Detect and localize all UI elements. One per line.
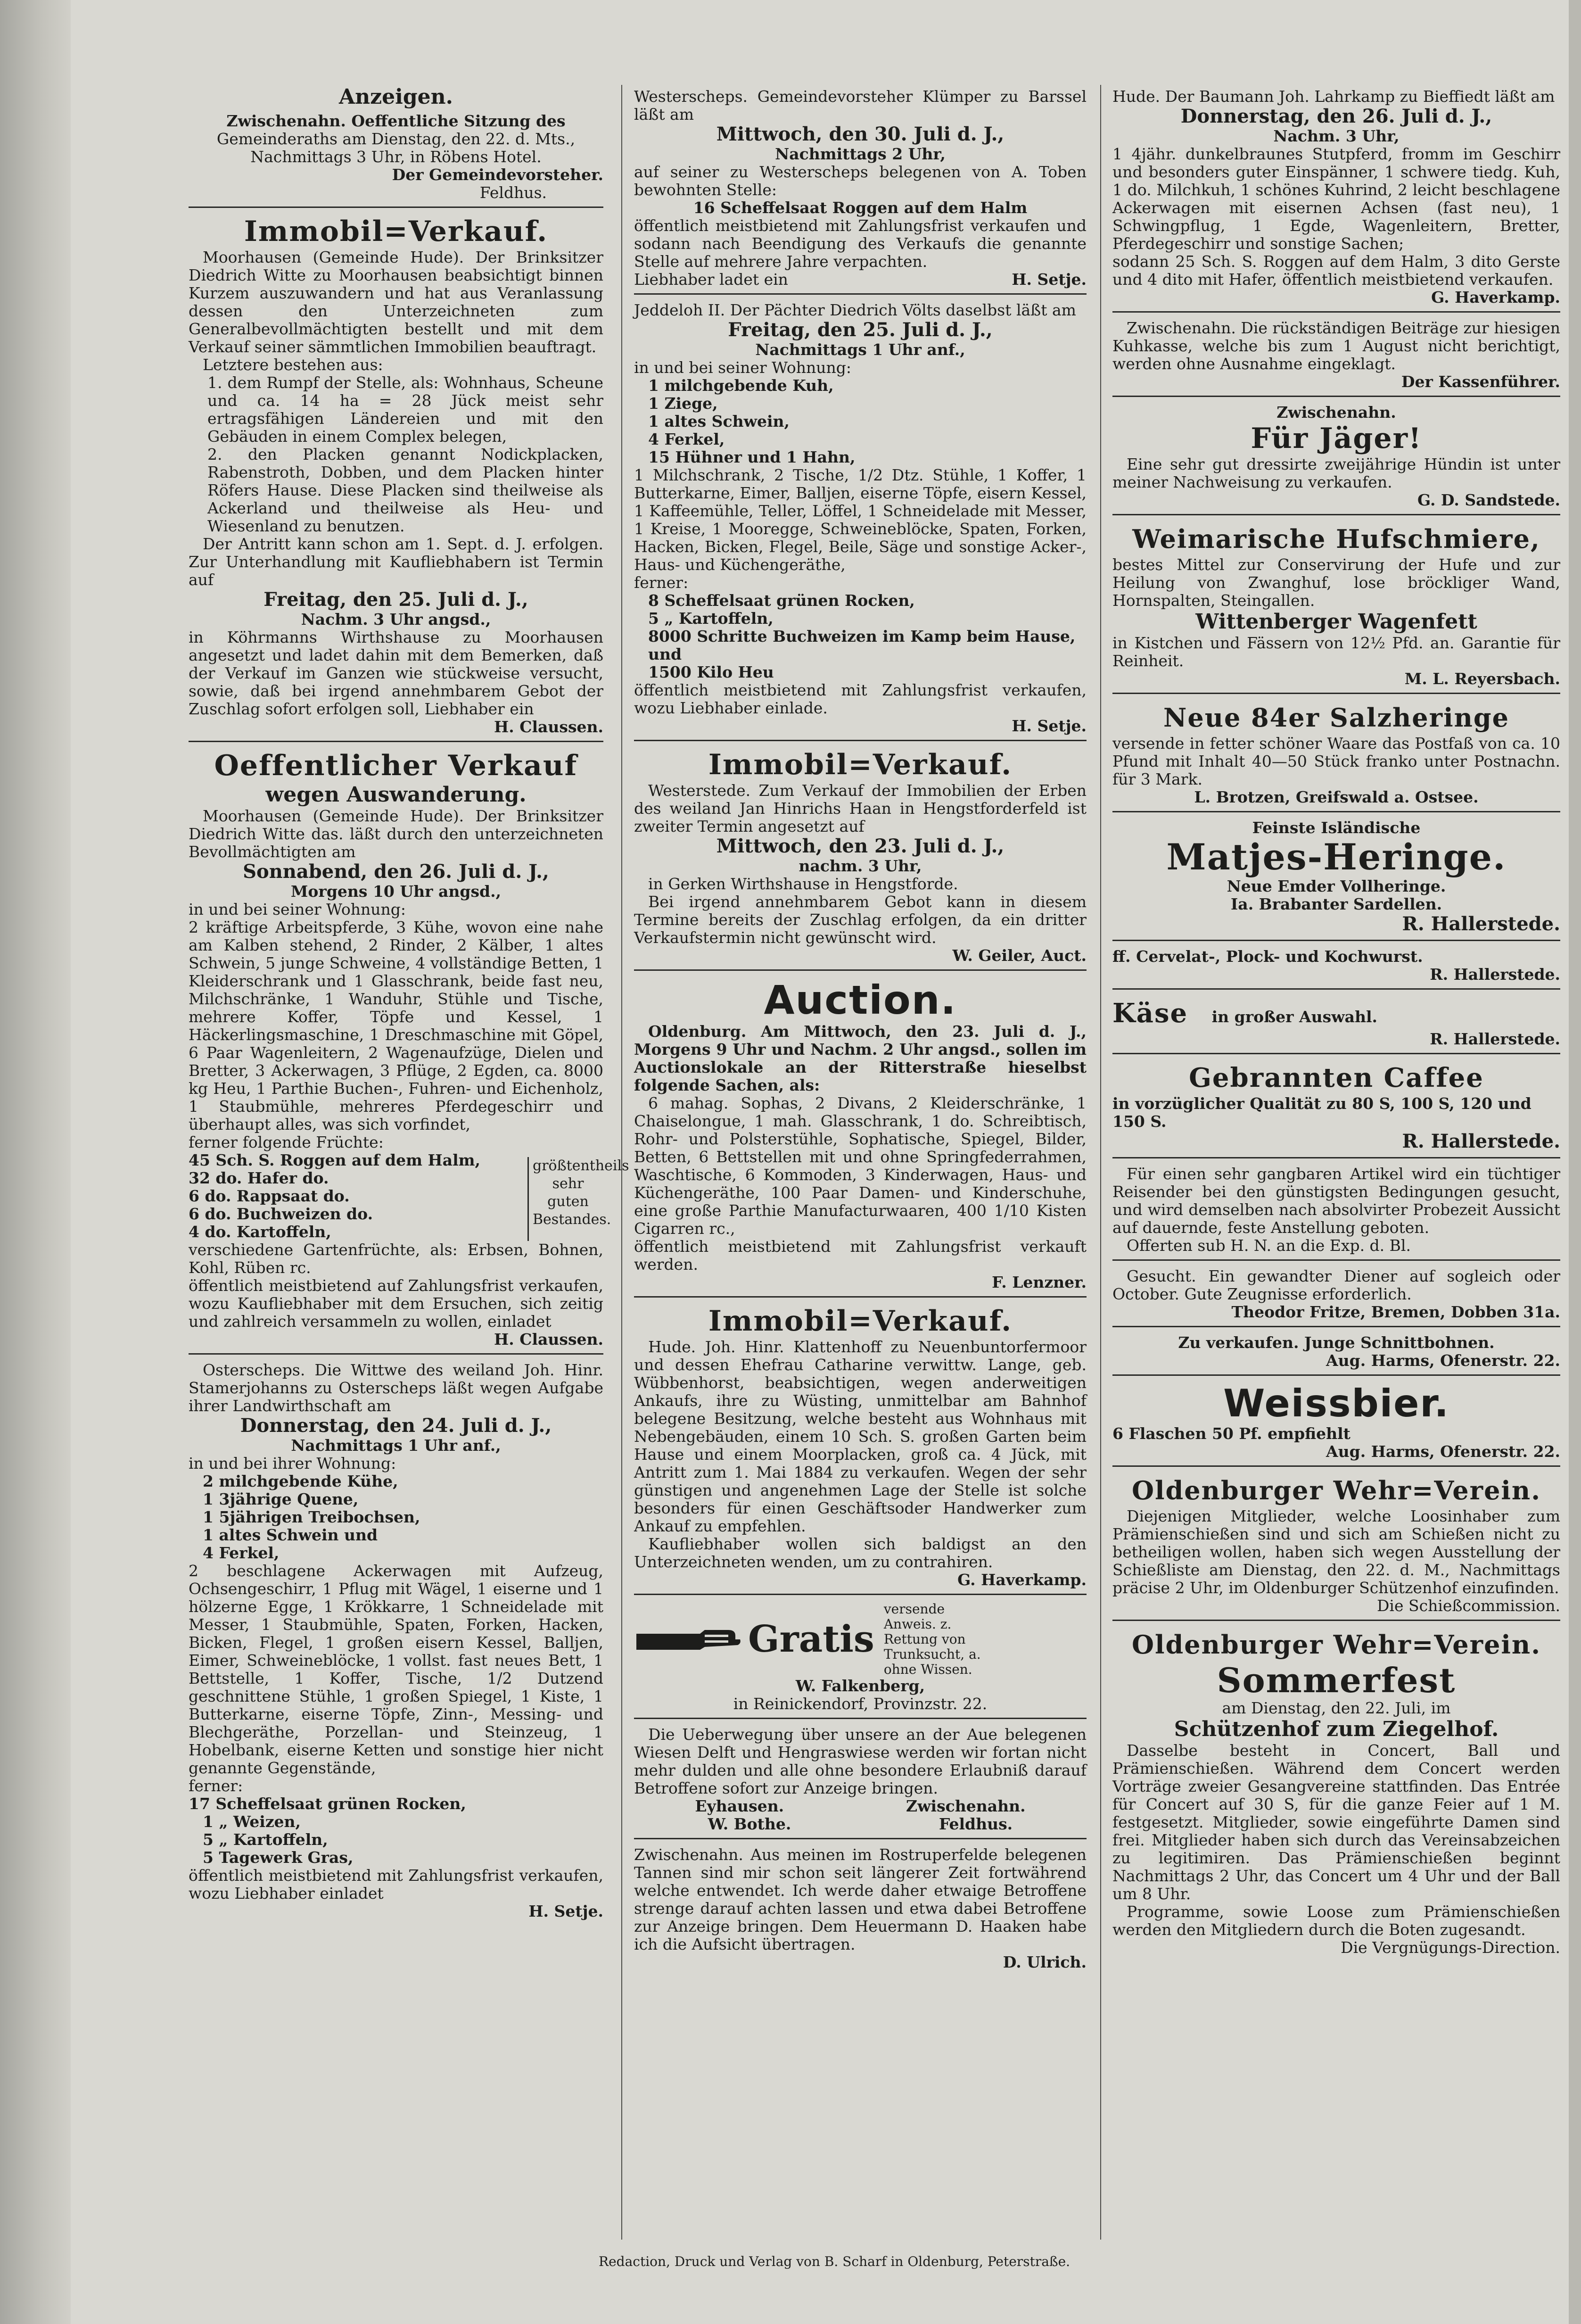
ad-text: öffentlich meistbietend auf Zahlungsfrist verkaufen, wozu Kaufliebhaber mit dem Ersuchen, sich zeitig und zahlreich versammeln zu wollen, einladet bbox=[189, 1276, 603, 1331]
pointing-hand-icon bbox=[634, 1625, 742, 1654]
ad-date: Sonnabend, den 26. Juli d. J., bbox=[243, 860, 549, 883]
ad-text: Neue Emder Vollheringe. bbox=[1227, 877, 1446, 895]
section-title-anzeigen: Anzeigen. bbox=[339, 85, 453, 109]
ad-signature: Der Kassenführer. bbox=[1401, 372, 1560, 391]
ad-list-item: 1 altes Schwein und bbox=[203, 1526, 378, 1544]
ad-list-item: 32 do. Hafer do. bbox=[189, 1169, 329, 1187]
ad-text: ferner: bbox=[634, 573, 689, 592]
ad-list-item: 16 Scheffelsaat Roggen auf dem Halm bbox=[693, 198, 1028, 217]
ad-caffee bbox=[1112, 1058, 1560, 1158]
ad-text: in Kistchen und Fässern von 12½ Pfd. an. Garantie für Reinheit. bbox=[1112, 634, 1560, 670]
ad-title: Oeffentlicher Verkauf bbox=[214, 749, 578, 782]
ad-text: in und bei seiner Wohnung: bbox=[189, 900, 406, 918]
ad-diener-gesucht bbox=[1112, 1265, 1560, 1327]
ad-salzheringe bbox=[1112, 698, 1560, 812]
ad-kuhkasse bbox=[1112, 316, 1560, 397]
ad-kaese bbox=[1112, 993, 1560, 1054]
ad-title: Immobil=Verkauf. bbox=[708, 1305, 1013, 1338]
ad-text: Der Antritt kann schon am 1. Sept. d. J. erfolgen. Zur Unterhandlung mit Kaufliebhabern ist Termin auf bbox=[189, 535, 603, 589]
ad-title: Oldenburger Wehr=Verein. bbox=[1132, 1475, 1541, 1505]
ad-signature: W. Geiler, Auct. bbox=[952, 946, 1087, 965]
ad-text: Hude. Joh. Hinr. Klattenhoff zu Neuenbuntorfermoor und dessen Ehefrau Catharine verwittw. Lange, geb. Wübbenhorst, beabsichtigen, wegen anderweitigen Ankaufs, ihre zu Wüsting, unmittelbar am Bahnhof belegene Besitzung, welche besteht aus Wohnhaus mit Nebengebäuden, einem 10 Sch. S. großen Garten beim Hause und einem Moorplacken, groß ca. 4 Jück, mit Antritt zum 1. Mai 1884 zu verkaufen. Wegen der sehr günstigen und angenehmen Lage der Stelle ist solche besonders für einen Geschäftsoder Handwerker zum Ankauf zu empfehlen. bbox=[634, 1338, 1087, 1535]
bracket-note: größtentheils sehr guten Bestandes. bbox=[527, 1157, 603, 1241]
gratis-row bbox=[634, 1602, 1087, 1677]
ad-list-item: 1. dem Rumpf der Stelle, als: Wohnhaus, Scheune und ca. 14 ha = 28 Jück meist sehr ertragsfähigen Ländereien und mit den Gebäuden in einem Complex belegen, bbox=[207, 373, 603, 446]
ad-title: Weissbier. bbox=[1223, 1381, 1449, 1425]
ad-list-item: 1500 Kilo Heu bbox=[648, 663, 774, 681]
ad-text: Eine sehr gut dressirte zweijährige Hündin ist unter meiner Nachweisung zu verkaufen. bbox=[1112, 455, 1560, 491]
ad-signature: H. Setje. bbox=[528, 1902, 603, 1920]
ad-wehr-verein-sommerfest bbox=[1112, 1625, 1560, 1961]
ad-subtitle: wegen Auswanderung. bbox=[265, 783, 527, 807]
ad-text: in vorzüglicher Qualität zu 80 S, 100 S, 120 und 150 S. bbox=[1112, 1094, 1532, 1131]
ad-fuer-jaeger bbox=[1112, 401, 1560, 515]
ad-list-item: 6 do. Buchweizen do. bbox=[189, 1205, 373, 1223]
ad-text: Bei irgend annehmbarem Gebot kann in diesem Termine bereits der Zuschlag erfolgen, da ein dritter Verkaufstermin nicht gewünscht wird. bbox=[634, 893, 1087, 947]
ad-time: Nachm. 3 Uhr, bbox=[1273, 127, 1400, 145]
ad-text: 6 mahag. Sophas, 2 Divans, 2 Kleiderschränke, 1 Chaiselongue, 1 mah. Glasschrank, 1 do. Schreibtisch, Rohr- und Polsterstühle, Sophatische, Spiegel, Bilder, Betten, 6 Bettstellen mit und ohne Springfederrahmen, Waschtische, 6 Kommoden, 3 Kinderwagen, Haus- und Küchengeräthe, 100 Paar Damen- und Kinderschuhe, eine große Parthie Manufacturwaaren, 400 1/10 Kisten Cigarren rc., bbox=[634, 1094, 1087, 1238]
ad-text: Nachmittags 3 Uhr, in Röbens Hotel. bbox=[250, 148, 542, 166]
ad-title: Neue 84er Salzheringe bbox=[1163, 703, 1509, 733]
ad-text: in großer Auswahl. bbox=[1211, 1008, 1378, 1026]
ad-text: öffentlich meistbietend mit Zahlungsfrist verkaufen, wozu Liebhaber einlade. bbox=[634, 681, 1087, 717]
ad-text: 1 Milchschrank, 2 Tische, 1/2 Dtz. Stühle, 1 Koffer, 1 Butterkarne, Eimer, Balljen, eiserne Töpfe, eisern Kessel, 1 Kaffeemühle, Teller, Löffel, 1 Schneidelade mit Messer, 1 Kreise, 1 Mooregge, Schweineblöcke, Spaten, Forken, Hacken, Bicken, Flegel, Beile, Säge und sonstige Acker-, Haus- und Küchengeräthe, bbox=[634, 466, 1087, 574]
ad-signature: G. D. Sandstede. bbox=[1417, 491, 1560, 509]
ad-jeddeloh bbox=[634, 298, 1087, 741]
ad-text: Gesucht. Ein gewandter Diener auf sogleich oder October. Gute Zeugnisse erforderlich. bbox=[1112, 1267, 1560, 1303]
ad-text: versende in fetter schöner Waare das Postfaß von ca. 10 Pfund mit Inhalt 40—50 Stück franko unter Postnachn. für 3 Mark. bbox=[1112, 734, 1560, 788]
ad-text: Ia. Brabanter Sardellen. bbox=[1230, 895, 1442, 913]
ad-text: auf seiner zu Westerscheps belegenen von A. Toben bewohnten Stelle: bbox=[634, 163, 1087, 199]
ad-text: 1 4jähr. dunkelbraunes Stutpferd, fromm im Geschirr und besonders guter Einspänner, 1 schwere tiedg. Kuh, 1 do. Milchkuh, 1 schönes Kuhrind, 2 leicht beschlagene Ackerwagen mit eisernen Achsen (fast neu), 1 Schwingpflug, 1 Egde, Wagenleitern, Bretter, Pferdegeschirr und sonstige Sachen; bbox=[1112, 145, 1560, 253]
ad-text: öffentlich meistbietend mit Zahlungsfrist verkauft werden. bbox=[634, 1237, 1087, 1274]
ad-text: in Köhrmanns Wirthshause zu Moorhausen angesetzt und ladet dahin mit dem Bemerken, daß der Verkauf im Ganzen wie stückweise versucht, sowie, daß bei irgend annehmbarem Gebot der Zuschlag sofort erfolgen soll, Liebhaber ein bbox=[189, 628, 603, 718]
ad-signature: Theodor Fritze, Bremen, Dobben 31a. bbox=[1231, 1303, 1560, 1321]
ad-immobil-verkauf-witte bbox=[189, 212, 603, 742]
ad-list-item: 4 Ferkel, bbox=[203, 1544, 280, 1562]
ad-signature: Eyhausen. bbox=[695, 1797, 784, 1815]
ad-title: Gratis bbox=[748, 1618, 874, 1661]
column-rule-2 bbox=[1100, 85, 1101, 2240]
ad-title: Käse bbox=[1112, 998, 1188, 1029]
ad-text: Gemeinderaths am Dienstag, den 22. d. Mts., bbox=[216, 130, 576, 148]
ad-oeffentlicher-verkauf bbox=[189, 746, 629, 1355]
ad-list-item: 15 Hühner und 1 Hahn, bbox=[648, 448, 856, 466]
ad-text: Moorhausen (Gemeinde Hude). Der Brinksitzer Diedrich Witte zu Moorhausen beabsichtigt binnen Kurzem auszuwandern und hat aus Veranlassung dessen den Unterzeichneten zum Generalbevollmächtigten bestellt und mit dem Verkauf seiner sämmtlichen Immobilien beauftragt. bbox=[189, 248, 603, 356]
ad-text: ff. Cervelat-, Plock- und Kochwurst. bbox=[1112, 947, 1423, 966]
ad-text: ferner folgende Früchte: bbox=[189, 1133, 384, 1151]
ad-text: Dasselbe besteht in Concert, Ball und Prämienschießen. Während dem Concert werden Vorträge zweier Gesangvereine stattfinden. Das Entrée für Concert auf 30 S, für die ganze Feier auf 1 M. festgesetzt. Mitglieder, sowie eingeführte Damen sind frei. Mitglieder haben sich durch das Vereinsabzeichen zu legitimiren. Das Prämienschießen beginnt Nachmittags 2 Uhr, das Concert um 4 Uhr und der Ball um 8 Uhr. bbox=[1112, 1741, 1560, 1903]
ad-text: bestes Mittel zur Conservirung der Hufe und zur Heilung von Zwanghuf, lose bröckliger Wand, Hornspalten, Steingallen. bbox=[1112, 555, 1560, 610]
ad-wurst bbox=[1112, 945, 1560, 990]
ad-text: in Gerken Wirthshause in Hengstforde. bbox=[648, 875, 958, 893]
ad-name: W. Falkenberg, bbox=[795, 1677, 925, 1695]
ad-signature: F. Lenzner. bbox=[992, 1273, 1087, 1291]
ad-westerscheps bbox=[634, 85, 1087, 295]
ad-text: Zu verkaufen. Junge Schnittbohnen. bbox=[1178, 1333, 1495, 1352]
ad-signature: Zwischenahn. bbox=[906, 1797, 1026, 1815]
ad-text: Zwischenahn. Die rückständigen Beiträge zur hiesigen Kuhkasse, welche bis zum 1 August nicht berichtigt, werden ohne Ausnahme eingeklagt. bbox=[1112, 319, 1560, 373]
ad-text: Diejenigen Mitglieder, welche Loosinhaber zum Prämienschießen sind und sich am Schießen nicht zu betheiligen wollen, haben sich wegen Ausstellung der Schießliste am Dienstag, den 22. d. M., Nachmittags präcise 2 Uhr, im Oldenburger Schützenhof einzufinden. bbox=[1112, 1507, 1560, 1597]
ad-signature: Aug. Harms, Ofenerstr. 22. bbox=[1326, 1442, 1560, 1461]
ad-time: Nachm. 3 Uhr angsd., bbox=[301, 610, 491, 629]
ad-text: Osterscheps. Die Wittwe des weiland Joh. Hinr. Stamerjohanns zu Osterscheps läßt wegen Aufgabe ihrer Landwirthschaft am bbox=[189, 1361, 603, 1415]
ad-text: Westerstede. Zum Verkauf der Immobilien der Erben des weiland Jan Hinrichs Haan in Hengstforderfeld ist zweiter Termin angesetzt auf bbox=[634, 781, 1087, 835]
ad-date: Mittwoch, den 30. Juli d. J., bbox=[716, 123, 1005, 145]
ad-list-item: 5 „ Kartoffeln, bbox=[203, 1830, 328, 1849]
ad-signature: G. Haverkamp. bbox=[957, 1571, 1087, 1589]
ad-time: Nachmittags 2 Uhr, bbox=[775, 145, 946, 163]
ad-date: Donnerstag, den 26. Juli d. J., bbox=[1180, 105, 1492, 127]
ad-title: Immobil=Verkauf. bbox=[708, 748, 1013, 781]
ad-text: Offerten sub H. N. an die Exp. d. Bl. bbox=[1127, 1236, 1411, 1255]
ad-text: Moorhausen (Gemeinde Hude). Der Brinksitzer Diedrich Witte das. läßt durch den unterzeichneten Bevollmächtigten am bbox=[189, 807, 603, 861]
ad-subtitle: Wittenberger Wagenfett bbox=[1195, 610, 1477, 634]
ad-signature: H. Setje. bbox=[1012, 270, 1087, 289]
ad-text: Westerscheps. Gemeindevorsteher Klümper zu Barssel läßt am bbox=[634, 87, 1087, 124]
ad-gemeinderat-sitzung bbox=[189, 109, 603, 208]
ad-matjes-heringe bbox=[1112, 816, 1560, 941]
ad-signature-row bbox=[634, 1797, 1087, 1815]
ad-reisender-gesucht bbox=[1112, 1162, 1560, 1261]
ad-text: Oldenburg. Am Mittwoch, den 23. Juli d. J., Morgens 9 Uhr und Nachm. 2 Uhr angsd., sollen im Auctionslokale an der Ritterstraße hieselbst folgende Sachen, als: bbox=[634, 1022, 1087, 1094]
ad-signature: Die Schießcommission. bbox=[1376, 1596, 1560, 1615]
ad-list-item: 45 Sch. S. Roggen auf dem Halm, bbox=[189, 1151, 481, 1169]
ad-text: 2 kräftige Arbeitspferde, 3 Kühe, wovon eine nahe am Kalben stehend, 2 Rinder, 2 Kälber, 1 altes Schwein, 5 junge Schweine, 4 vollständige Betten, 1 Kleiderschrank und 1 Glasschrank, beide fast neu, Milchschränke, 1 Wanduhr, Stühle und Tische, mehrere Koffer, Töpfe und Kessel, 1 Häckerlingsmaschine, 1 Dreschmaschine mit Göpel, 6 Paar Wagenleitern, 2 Wagenaufzüge, Dielen und Bretter, 3 Ackerwagen, 3 Pflüge, 2 Egden, ca. 8000 kg Heu, 1 Parthie Buchen-, Fuhren- und Eichenholz, 1 Staubmühle, mehreres Pferdegeschirr und überhaupt alles, was sich vorfindet, bbox=[189, 918, 603, 1133]
ad-auction bbox=[634, 975, 1087, 1298]
ad-text: am Dienstag, den 22. Juli, im bbox=[1222, 1699, 1451, 1717]
ad-text: Zwischenahn. bbox=[1276, 403, 1396, 422]
ad-signature-row bbox=[634, 1815, 1087, 1833]
ad-title: Immobil=Verkauf. bbox=[244, 215, 548, 248]
ad-signature: R. Hallerstede. bbox=[1430, 965, 1560, 984]
ad-osterscheps bbox=[189, 1358, 603, 1925]
ad-hufschmiere bbox=[1112, 519, 1560, 694]
ad-text: Liebhaber ladet ein bbox=[634, 270, 788, 289]
ad-text: ferner: bbox=[189, 1777, 243, 1795]
ad-title: Auction. bbox=[764, 977, 957, 1023]
column-3 bbox=[1112, 85, 1560, 1965]
ad-text-line bbox=[634, 271, 1087, 289]
ad-list-item: 1 3jährige Quene, bbox=[203, 1490, 359, 1508]
ad-text: Zwischenahn. Aus meinen im Rostruperfelde belegenen Tannen sind mir schon seit längerer Zeit fortwährend welche entwendet. Ich werde daher etwaige Betroffene strenge darauf achten lassen und etwa dabei Betroffene zur Anzeige bringen. Dem Heuermann D. Haaken habe ich die Aufsicht übertragen. bbox=[634, 1845, 1087, 1953]
ad-list-item: 4 Ferkel, bbox=[648, 430, 725, 448]
ad-text: öffentlich meistbietend mit Zahlungsfrist verkaufen und sodann nach Beendigung des Verkaufs die genannte Stelle auf mehrere Jahre verpachten. bbox=[634, 216, 1087, 271]
page-fold-shadow bbox=[0, 0, 71, 2324]
ad-text: sodann 25 Sch. S. Roggen auf dem Halm, 3 dito Gerste und 4 dito mit Hafer, öffentlich meistbietend verkaufen. bbox=[1112, 252, 1560, 289]
ad-text: Kaufliebhaber wollen sich baldigst an den Unterzeichneten wenden, um zu contrahiren. bbox=[634, 1535, 1087, 1571]
imprint-footer: Redaction, Druck und Verlag von B. Scharf in Oldenburg, Peterstraße. bbox=[599, 2254, 1070, 2269]
column-1 bbox=[189, 85, 629, 1929]
ad-weissbier bbox=[1112, 1380, 1560, 1467]
ad-text-line bbox=[1112, 996, 1560, 1030]
ad-immobil-verkauf-klattenhoff bbox=[634, 1301, 1087, 1595]
ad-list-item: 17 Scheffelsaat grünen Rocken, bbox=[189, 1795, 466, 1813]
ad-text: Hude. Der Baumann Joh. Lahrkamp zu Bieffiedt läßt am bbox=[1112, 87, 1555, 106]
ad-date: Freitag, den 25. Juli d. J., bbox=[264, 588, 528, 611]
ad-text: verschiedene Gartenfrüchte, als: Erbsen, Bohnen, Kohl, Rüben rc. bbox=[189, 1241, 603, 1277]
ad-signature: R. Hallerstede. bbox=[1402, 913, 1560, 935]
ad-hude-lahrkamp bbox=[1112, 85, 1560, 313]
ad-text: Letztere bestehen aus: bbox=[203, 356, 383, 374]
ad-gratis bbox=[634, 1599, 1087, 1719]
ad-list-item: 5 Tagewerk Gras, bbox=[203, 1848, 354, 1867]
ad-time: Nachmittags 1 Uhr anf., bbox=[755, 340, 965, 359]
ad-text: in und bei seiner Wohnung: bbox=[634, 358, 851, 377]
ad-list-item: 1 5jährigen Treibochsen, bbox=[203, 1508, 420, 1526]
ad-text: in und bei ihrer Wohnung: bbox=[189, 1454, 396, 1472]
ad-list-item: 1 Ziege, bbox=[648, 394, 718, 413]
ad-signature: H. Claussen. bbox=[494, 718, 603, 736]
ad-text: Zwischenahn. Oeffentliche Sitzung des bbox=[226, 112, 566, 130]
ad-tannen-diebstahl bbox=[634, 1843, 1087, 1976]
ad-wiesen-warnung bbox=[634, 1723, 1087, 1839]
ad-immobil-verkauf-haan bbox=[634, 745, 1087, 971]
ad-date: Mittwoch, den 23. Juli d. J., bbox=[716, 835, 1005, 857]
ad-title: Weimarische Hufschmiere, bbox=[1132, 524, 1540, 554]
ad-list-item: 8000 Schritte Buchweizen im Kamp beim Hause, und bbox=[648, 627, 1076, 663]
ad-time: Nachmittags 1 Uhr anf., bbox=[291, 1436, 501, 1455]
ad-signature: Der Gemeindevorsteher. bbox=[392, 165, 603, 184]
ad-time: Morgens 10 Uhr angsd., bbox=[290, 882, 502, 901]
ad-title: Gebrannten Caffee bbox=[1189, 1062, 1484, 1093]
ad-signature: W. Bothe. bbox=[708, 1815, 791, 1833]
ad-text: 2 beschlagene Ackerwagen mit Aufzeug, Ochsengeschirr, 1 Pflug mit Wägel, 1 eiserne und 1 hölzerne Egge, 1 Krökkarre, 1 Schneidelade mit Messer, 1 Staubmühle, Spaten, Forken, Hacken, Bicken, Flegel, 1 großen eisern Kessel, Balljen, Eimer, Schweineblöcke, 1 vollst. fast neues Bett, 1 Bettstelle, 1 Koffer, Tische, 1/2 Dutzend geschnittene Stühle, 1 großen Spiegel, 1 Kiste, 1 Butterkarne, eiserne Töpfe, Zinn-, Messing- und Blechgeräthe, Porzellan- und Steinzeug, 1 Hobelbank, eiserne Ketten und sonstige hier nicht genannte Gegenstände, bbox=[189, 1562, 603, 1777]
ad-list-item: 6 do. Rappsaat do. bbox=[189, 1187, 350, 1205]
ad-title: Matjes-Heringe. bbox=[1166, 836, 1507, 878]
ad-text: Jeddeloh II. Der Pächter Diedrich Völts daselbst läßt am bbox=[634, 301, 1076, 319]
ad-signature: R. Hallerstede. bbox=[1430, 1030, 1560, 1048]
ad-signature: Feldhus. bbox=[939, 1815, 1013, 1833]
ad-date: Freitag, den 25. Juli d. J., bbox=[728, 319, 993, 341]
ad-signature: H. Claussen. bbox=[494, 1330, 603, 1348]
ad-signature: Feldhus. bbox=[479, 183, 547, 202]
page-right-edge bbox=[1569, 0, 1581, 2324]
ad-text: Feinste Isländische bbox=[1252, 819, 1421, 837]
ad-signature: Die Vergnügungs-Direction. bbox=[1341, 1938, 1560, 1957]
column-2 bbox=[634, 85, 1087, 1980]
ad-signature: Aug. Harms, Ofenerstr. 22. bbox=[1326, 1351, 1560, 1370]
ad-title: Oldenburger Wehr=Verein. bbox=[1132, 1629, 1541, 1660]
ad-list-item: 2. den Placken genannt Nodickplacken, Rabenstroth, Dobben, und dem Placken hinter Röfers Hause. Diese Placken sind theilweise als Ackerland und theilweise als Heu- und Wiesenland zu benutzen. bbox=[207, 445, 603, 535]
ad-subtitle: Schützenhof zum Ziegelhof. bbox=[1174, 1717, 1499, 1741]
ad-list-item: 4 do. Kartoffeln, bbox=[189, 1223, 331, 1241]
ad-text: Programme, sowie Loose zum Prämienschießen werden den Mitgliedern durch die Boten zugesandt. bbox=[1112, 1902, 1560, 1939]
ad-text: Die Ueberwegung über unsere an der Aue belegenen Wiesen Delft und Hengraswiese werden wir fortan nicht mehr dulden und alle ohne besondere Erlaubniß darauf Betroffene sofort zur Anzeige bringen. bbox=[634, 1725, 1087, 1797]
ad-text: versende Anweis. z. Rettung von Trunksucht, a. ohne Wissen. bbox=[883, 1601, 981, 1677]
ad-list-item: 2 milchgebende Kühe, bbox=[203, 1472, 398, 1490]
fruit-list bbox=[189, 1151, 629, 1241]
ad-signature: D. Ulrich. bbox=[1003, 1953, 1087, 1971]
ad-wehr-verein-schiessen bbox=[1112, 1471, 1560, 1621]
ad-date: Donnerstag, den 24. Juli d. J., bbox=[240, 1414, 552, 1437]
ad-signature: M. L. Reyersbach. bbox=[1404, 670, 1560, 688]
ad-text: in Reinickendorf, Provinzstr. 22. bbox=[733, 1695, 988, 1713]
ad-text: 6 Flaschen 50 Pf. empfiehlt bbox=[1112, 1424, 1350, 1443]
ad-list-item: 5 „ Kartoffeln, bbox=[648, 609, 774, 628]
ad-list-item: 1 milchgebende Kuh, bbox=[648, 376, 834, 395]
ad-signature: L. Brotzen, Greifswald a. Ostsee. bbox=[1194, 788, 1479, 806]
ad-text: Für einen sehr gangbaren Artikel wird ein tüchtiger Reisender bei den günstigsten Bedingungen gesucht, und wird demselben nach absolvirter Probezeit Aussicht auf dauernde, feste Anstellung geboten. bbox=[1112, 1165, 1560, 1237]
ad-schnittbohnen bbox=[1112, 1331, 1560, 1376]
ad-list-item: 1 „ Weizen, bbox=[203, 1812, 301, 1831]
ad-time: nachm. 3 Uhr, bbox=[799, 857, 922, 875]
ad-title: Sommerfest bbox=[1217, 1660, 1456, 1700]
ad-signature: R. Hallerstede. bbox=[1402, 1130, 1560, 1152]
ad-text: öffentlich meistbietend mit Zahlungsfrist verkaufen, wozu Liebhaber einladet bbox=[189, 1866, 603, 1902]
ad-signature: H. Setje. bbox=[1012, 717, 1087, 735]
ad-list-item: 8 Scheffelsaat grünen Rocken, bbox=[648, 591, 915, 610]
ad-signature: G. Haverkamp. bbox=[1431, 288, 1560, 306]
ad-list-item: 1 altes Schwein, bbox=[648, 412, 790, 430]
ad-title: Für Jäger! bbox=[1251, 422, 1422, 455]
